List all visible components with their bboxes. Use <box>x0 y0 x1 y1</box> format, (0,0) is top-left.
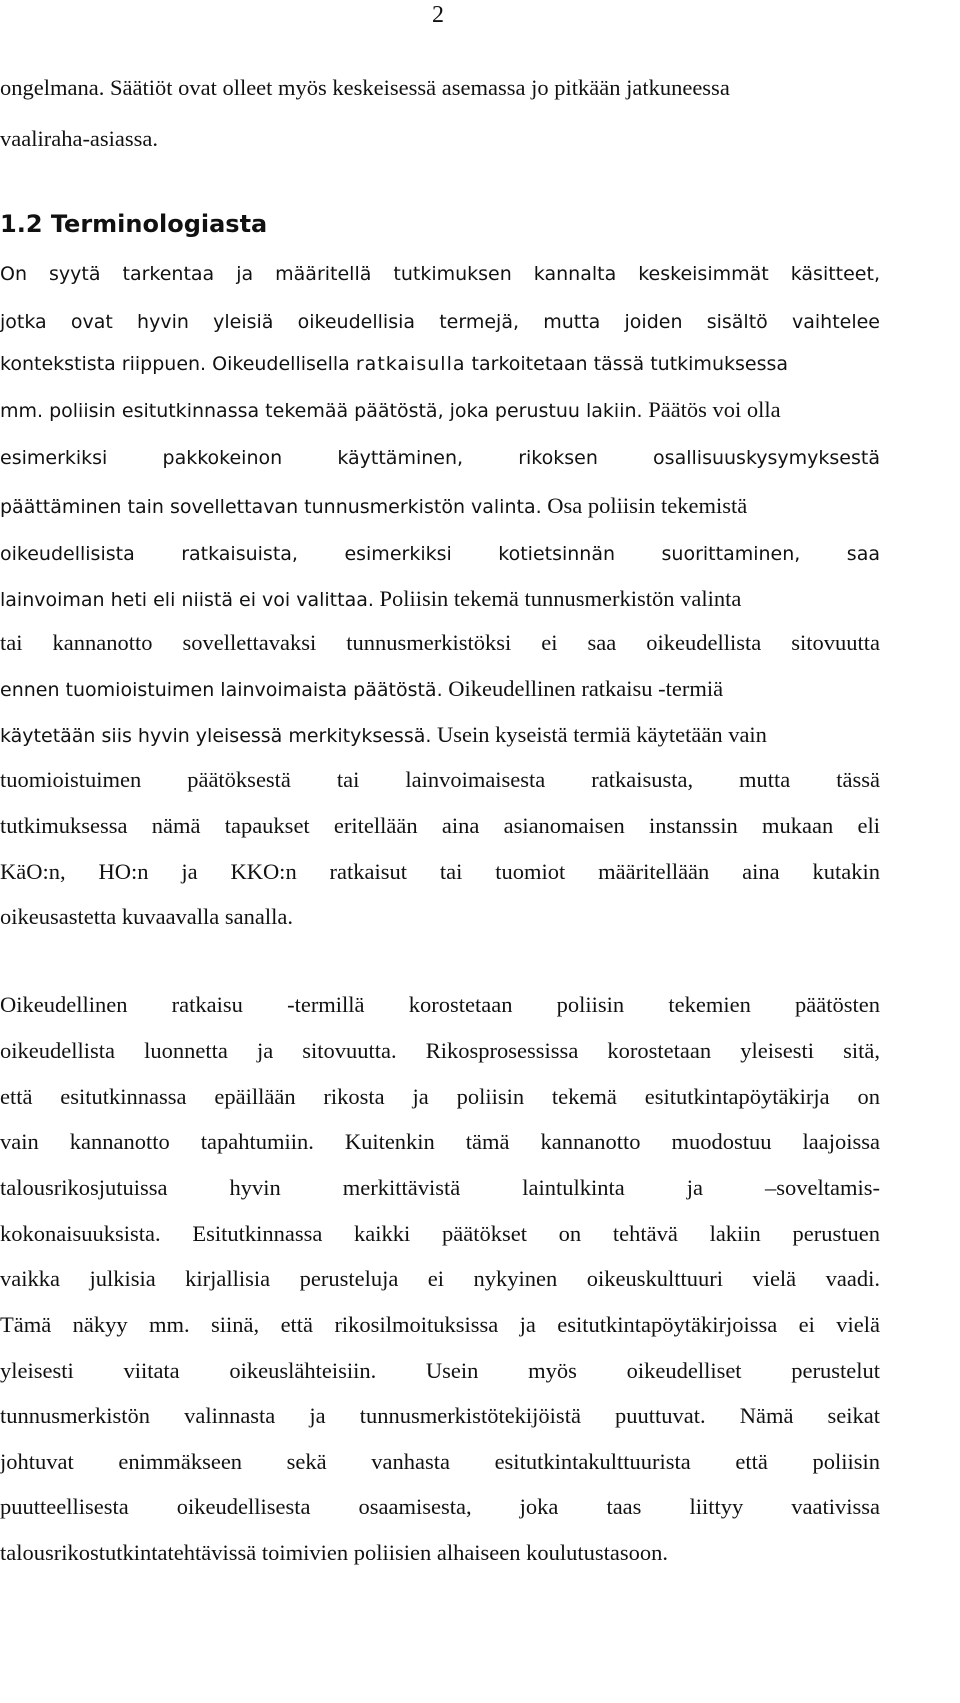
paragraph-1-segment: tarkoitetaan tässä tutkimuksessa <box>471 353 789 375</box>
term-ratkaisulla: ratkaisulla <box>355 353 466 375</box>
paragraph-1-line: tai kannanotto sovellettavaksi tunnusmerkistöksi ei saa oikeudellista sitovuutta <box>0 630 880 655</box>
paragraph-2-line: talousrikostutkintatehtävissä toimivien poliisien alhaiseen koulutustasoon. <box>0 1540 669 1565</box>
paragraph-2-line: yleisesti viitata oikeuslähteisiin. Usein myös oikeudelliset perustelut <box>0 1358 880 1383</box>
page-number: 2 <box>432 2 444 28</box>
section-heading: 1.2 Terminologiasta <box>0 210 268 238</box>
paragraph-1-segment: päättäminen tain sovellettavan tunnusmerkistön valinta. <box>0 496 542 518</box>
paragraph-1-line <box>0 395 880 426</box>
paragraph-1-line: tuomioistuimen päätöksestä tai lainvoimaisesta ratkaisusta, mutta tässä <box>0 767 880 792</box>
intro-line-1: ongelmana. Säätiöt ovat olleet myös keskeisessä asemassa jo pitkään jatkuneessa <box>0 75 730 100</box>
paragraph-2-line: että esitutkinnassa epäillään rikosta ja poliisin tekemä esitutkintapöytäkirja on <box>0 1084 880 1109</box>
paragraph-2-line: tunnusmerkistön valinnasta ja tunnusmerkistötekijöistä puuttuvat. Nämä seikat <box>0 1403 880 1428</box>
paragraph-2-line: kokonaisuuksista. Esitutkinnassa kaikki päätökset on tehtävä lakiin perustuen <box>0 1221 880 1246</box>
paragraph-1-line <box>0 584 880 615</box>
paragraph-1-line: oikeusastetta kuvaavalla sanalla. <box>0 904 294 929</box>
paragraph-1-line: jotka ovat hyvin yleisiä oikeudellisia termejä, mutta joiden sisältö vaihtelee <box>0 311 880 333</box>
paragraph-1-line: tutkimuksessa nämä tapaukset eritellään aina asianomaisen instanssin mukaan eli <box>0 813 880 838</box>
paragraph-2-line: oikeudellista luonnetta ja sitovuutta. Rikosprosessissa korostetaan yleisesti sitä, <box>0 1038 880 1063</box>
paragraph-1-line <box>0 720 880 751</box>
paragraph-1-segment: kontekstista riippuen. Oikeudellisella <box>0 353 350 375</box>
paragraph-1-line <box>0 674 880 705</box>
paragraph-1-segment: Päätös voi olla <box>648 397 781 422</box>
paragraph-1-segment: lainvoiman heti eli niistä ei voi valittaa. <box>0 589 374 611</box>
paragraph-1-segment: käytetään siis hyvin yleisessä merkityksessä. <box>0 725 432 747</box>
paragraph-1-segment: Oikeudellinen ratkaisu -termiä <box>448 676 724 701</box>
paragraph-1-segment: Usein kyseistä termiä käytetään vain <box>437 722 767 747</box>
paragraph-1-segment: mm. poliisin esitutkinnassa tekemää päätöstä, joka perustuu lakiin. <box>0 400 643 422</box>
paragraph-2-line: Tämä näkyy mm. siinä, että rikosilmoituksissa ja esitutkintapöytäkirjoissa ei vielä <box>0 1312 880 1337</box>
paragraph-1-line <box>0 349 880 379</box>
paragraph-1-line: oikeudellisista ratkaisuista, esimerkiksi kotietsinnän suorittaminen, saa <box>0 543 880 565</box>
paragraph-1-line: esimerkiksi pakkokeinon käyttäminen, rikoksen osallisuuskysymyksestä <box>0 447 880 469</box>
paragraph-2-line: johtuvat enimmäkseen sekä vanhasta esitutkintakulttuurista että poliisin <box>0 1449 880 1474</box>
paragraph-1-line <box>0 491 880 522</box>
paragraph-2-line: vaikka julkisia kirjallisia perusteluja ei nykyinen oikeuskulttuuri vielä vaadi. <box>0 1266 880 1291</box>
paragraph-1-segment: Poliisin tekemä tunnusmerkistön valinta <box>379 586 742 611</box>
paragraph-2-line: talousrikosjutuissa hyvin merkittävistä laintulkinta ja –soveltamis- <box>0 1175 880 1200</box>
paragraph-1-line: On syytä tarkentaa ja määritellä tutkimuksen kannalta keskeisimmät käsitteet, <box>0 263 880 285</box>
paragraph-2-line: puutteellisesta oikeudellisesta osaamisesta, joka taas liittyy vaativissa <box>0 1494 880 1519</box>
paragraph-1-segment: Osa poliisin tekemistä <box>547 493 748 518</box>
paragraph-2-line: vain kannanotto tapahtumiin. Kuitenkin tämä kannanotto muodostuu laajoissa <box>0 1129 880 1154</box>
paragraph-2-line: Oikeudellinen ratkaisu -termillä korostetaan poliisin tekemien päätösten <box>0 992 880 1017</box>
paragraph-1-segment: ennen tuomioistuimen lainvoimaista päätöstä. <box>0 679 443 701</box>
intro-line-2: vaaliraha-asiassa. <box>0 126 159 151</box>
paragraph-1-line: KäO:n, HO:n ja KKO:n ratkaisut tai tuomiot määritellään aina kutakin <box>0 859 880 884</box>
